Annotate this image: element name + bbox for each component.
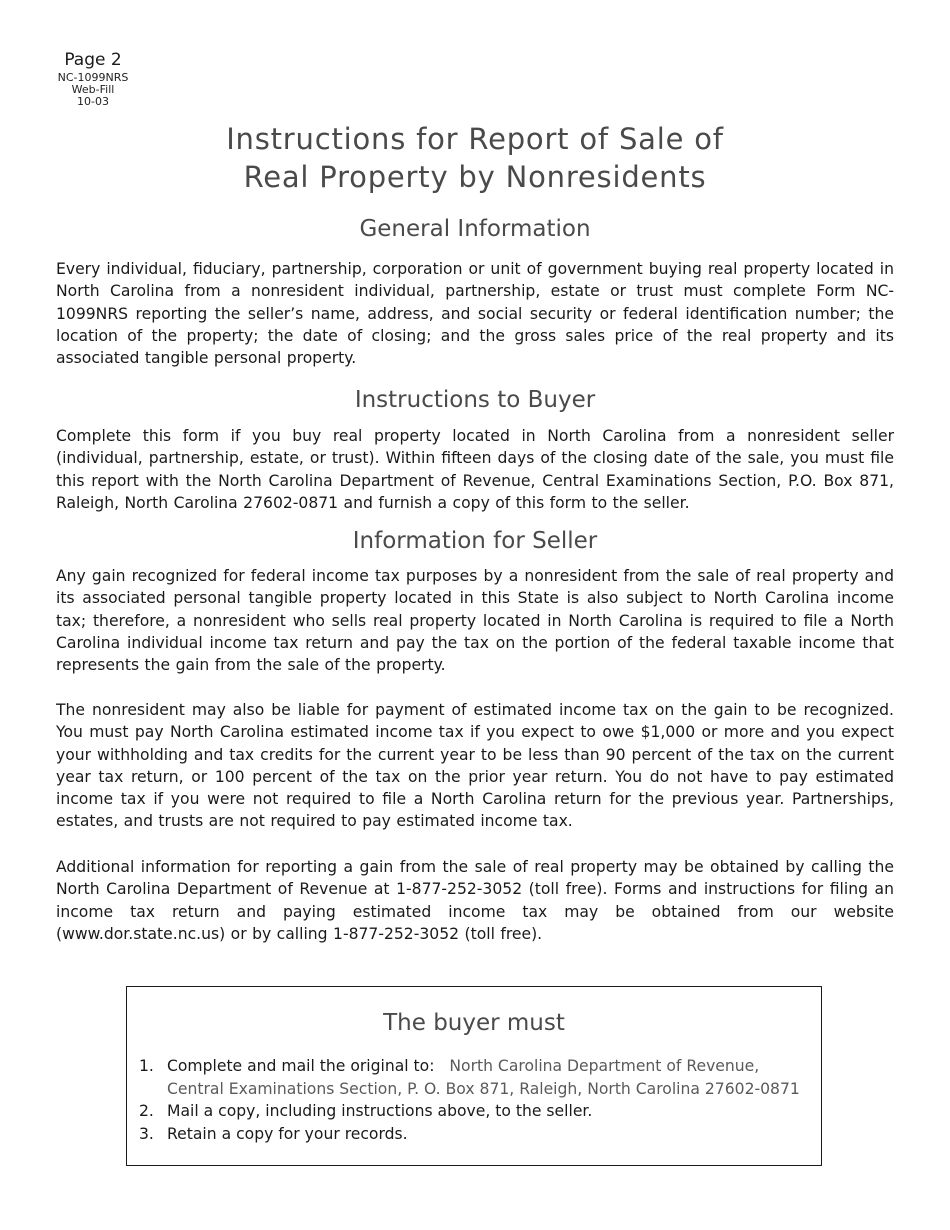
seller-paragraph-2: The nonresident may also be liable for payment of estimated income tax on the gain to be recognized. You must pay North Carolina estimated income tax if you expect to owe $1,000 or more and you expect your withholding and tax credits for the current year to be less than 90 percent of the tax on the current year tax return, or 100 percent of the tax on the prior year return. You do not have to pay estimated income tax if you were not required to file a North Carolina return for the previous year. Partnerships, estates, and trusts are not required to pay estimated income tax. (56, 701, 894, 831)
step-number: 3. (139, 1124, 154, 1143)
form-date: 10-03 (77, 95, 109, 108)
general-information-heading: General Information (359, 216, 591, 242)
step-text: Mail a copy, including instructions above, to the seller. (167, 1102, 593, 1120)
form-type: Web-Fill (71, 83, 115, 96)
step-text: Complete and mail the original to: (167, 1057, 435, 1075)
mailing-address-line-1: North Carolina Department of Revenue, (449, 1057, 760, 1075)
page-header (54, 52, 132, 108)
step-number: 1. (139, 1057, 154, 1075)
instructions-to-buyer-text: Complete this form if you buy real property located in North Carolina from a nonresident seller (individual, partnership, estate, or trust). Within fifteen days of the closing date of the sale, you must file this report with the North Carolina Department of Revenue, Central Examinations Section, P.O. Box 871, Raleigh, North Carolina 27602-0871 and furnish a copy of this form to the seller. (56, 427, 894, 512)
buyer-must-box (126, 986, 822, 1166)
page-title (0, 120, 950, 196)
seller-paragraph-3: Additional information for reporting a gain from the sale of real property may be obtained by calling the North Carolina Department of Revenue at 1-877-252-3052 (toll free). Forms and instructions for filing an income tax return and paying estimated income tax may be obtained from our website (www.dor.state.nc.us) or by calling 1-877-252-3052 (toll free). (56, 858, 894, 943)
seller-paragraph-1: Any gain recognized for federal income tax purposes by a nonresident from the sale of real property and its associated personal tangible property located in this State is also subject to North Carolina income tax; therefore, a nonresident who sells real property located in North Carolina is required to file a North Carolina individual income tax return and pay the tax on the portion of the federal taxable income that represents the gain from the sale of the property. (56, 567, 894, 675)
form-number: NC-1099NRS (57, 71, 129, 84)
buyer-step-3 (139, 1123, 819, 1146)
information-for-seller-heading: Information for Seller (352, 528, 598, 554)
instructions-to-buyer-heading: Instructions to Buyer (354, 387, 596, 413)
buyer-steps-list (139, 1055, 819, 1145)
buyer-must-heading: The buyer must (383, 1010, 565, 1036)
page-title-line-1: Instructions for Report of Sale of (226, 122, 724, 156)
mailing-address-line-2: Central Examinations Section, P. O. Box 871, Raleigh, North Carolina 27602-0871 (167, 1079, 800, 1098)
buyer-step-1 (139, 1055, 819, 1100)
general-information-text: Every individual, fiduciary, partnership, corporation or unit of government buying real property located in North Carolina from a nonresident individual, partnership, estate or trust must complete Form NC-1099NRS reporting the seller’s name, address, and social security or federal identification number; the location of the property; the date of closing; and the gross sales price of the real property and its associated tangible personal property. (56, 260, 894, 368)
page-number: Page 2 (64, 50, 122, 70)
step-text: Retain a copy for your records. (167, 1124, 408, 1143)
buyer-step-2 (139, 1100, 819, 1123)
step-number: 2. (139, 1102, 154, 1120)
page-title-line-2: Real Property by Nonresidents (243, 160, 707, 194)
